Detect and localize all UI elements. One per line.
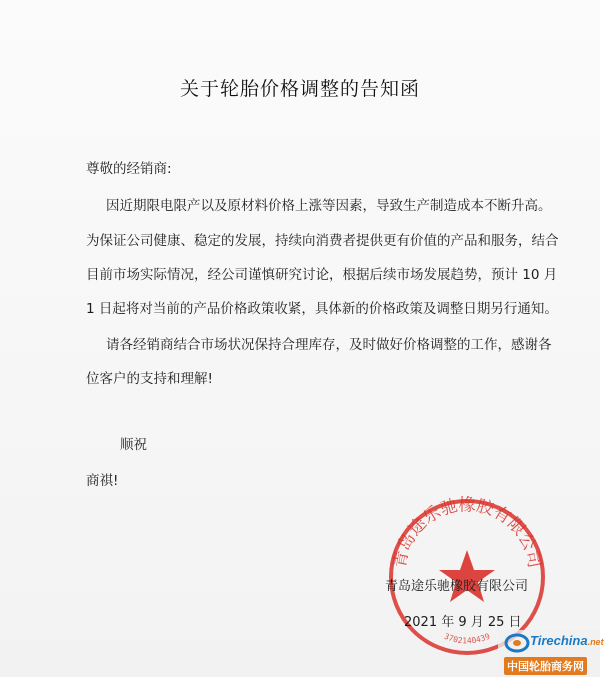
seal-number: 3702140439: [442, 631, 492, 646]
watermark-site-name: 中国轮胎商务网: [504, 657, 587, 675]
paragraph-2-line-3: 1 日起将对当前的产品价格政策收紧，具体新的价格政策及调整日期另行通知。: [86, 301, 558, 317]
document-title: 关于轮胎价格调整的告知函: [179, 78, 420, 100]
watermark-brand: Tirechina.net: [530, 633, 604, 648]
paragraph-2-line-1: 为保证公司健康、稳定的发展，持续向消费者提供更有价值的产品和服务，结合: [86, 233, 559, 249]
signature-company: 青岛途乐驰橡胶有限公司: [385, 579, 529, 594]
closing-phrase: 顺祝: [120, 437, 147, 453]
closing-wish: 商祺!: [86, 473, 119, 489]
site-watermark: [498, 630, 604, 677]
paragraph-3-line-2: 位客户的支持和理解!: [86, 371, 213, 387]
salutation: 尊敬的经销商:: [86, 161, 172, 177]
tirechina-logo-icon: [504, 632, 530, 654]
paragraph-3-line-1: 请各经销商结合市场状况保持合理库存，及时做好价格调整的工作，感谢各: [106, 337, 552, 353]
paragraph-2-line-2: 目前市场实际情况，经公司谨慎研究讨论，根据后续市场发展趋势，预计 10 月: [86, 267, 558, 283]
paragraph-1: 因近期限电限产以及原材料价格上涨等因素，导致生产制造成本不断升高。: [106, 198, 552, 214]
signature-date: 2021 年 9 月 25 日: [404, 615, 522, 630]
seal-text: 青岛途乐驰橡胶有限公司: [389, 495, 545, 570]
